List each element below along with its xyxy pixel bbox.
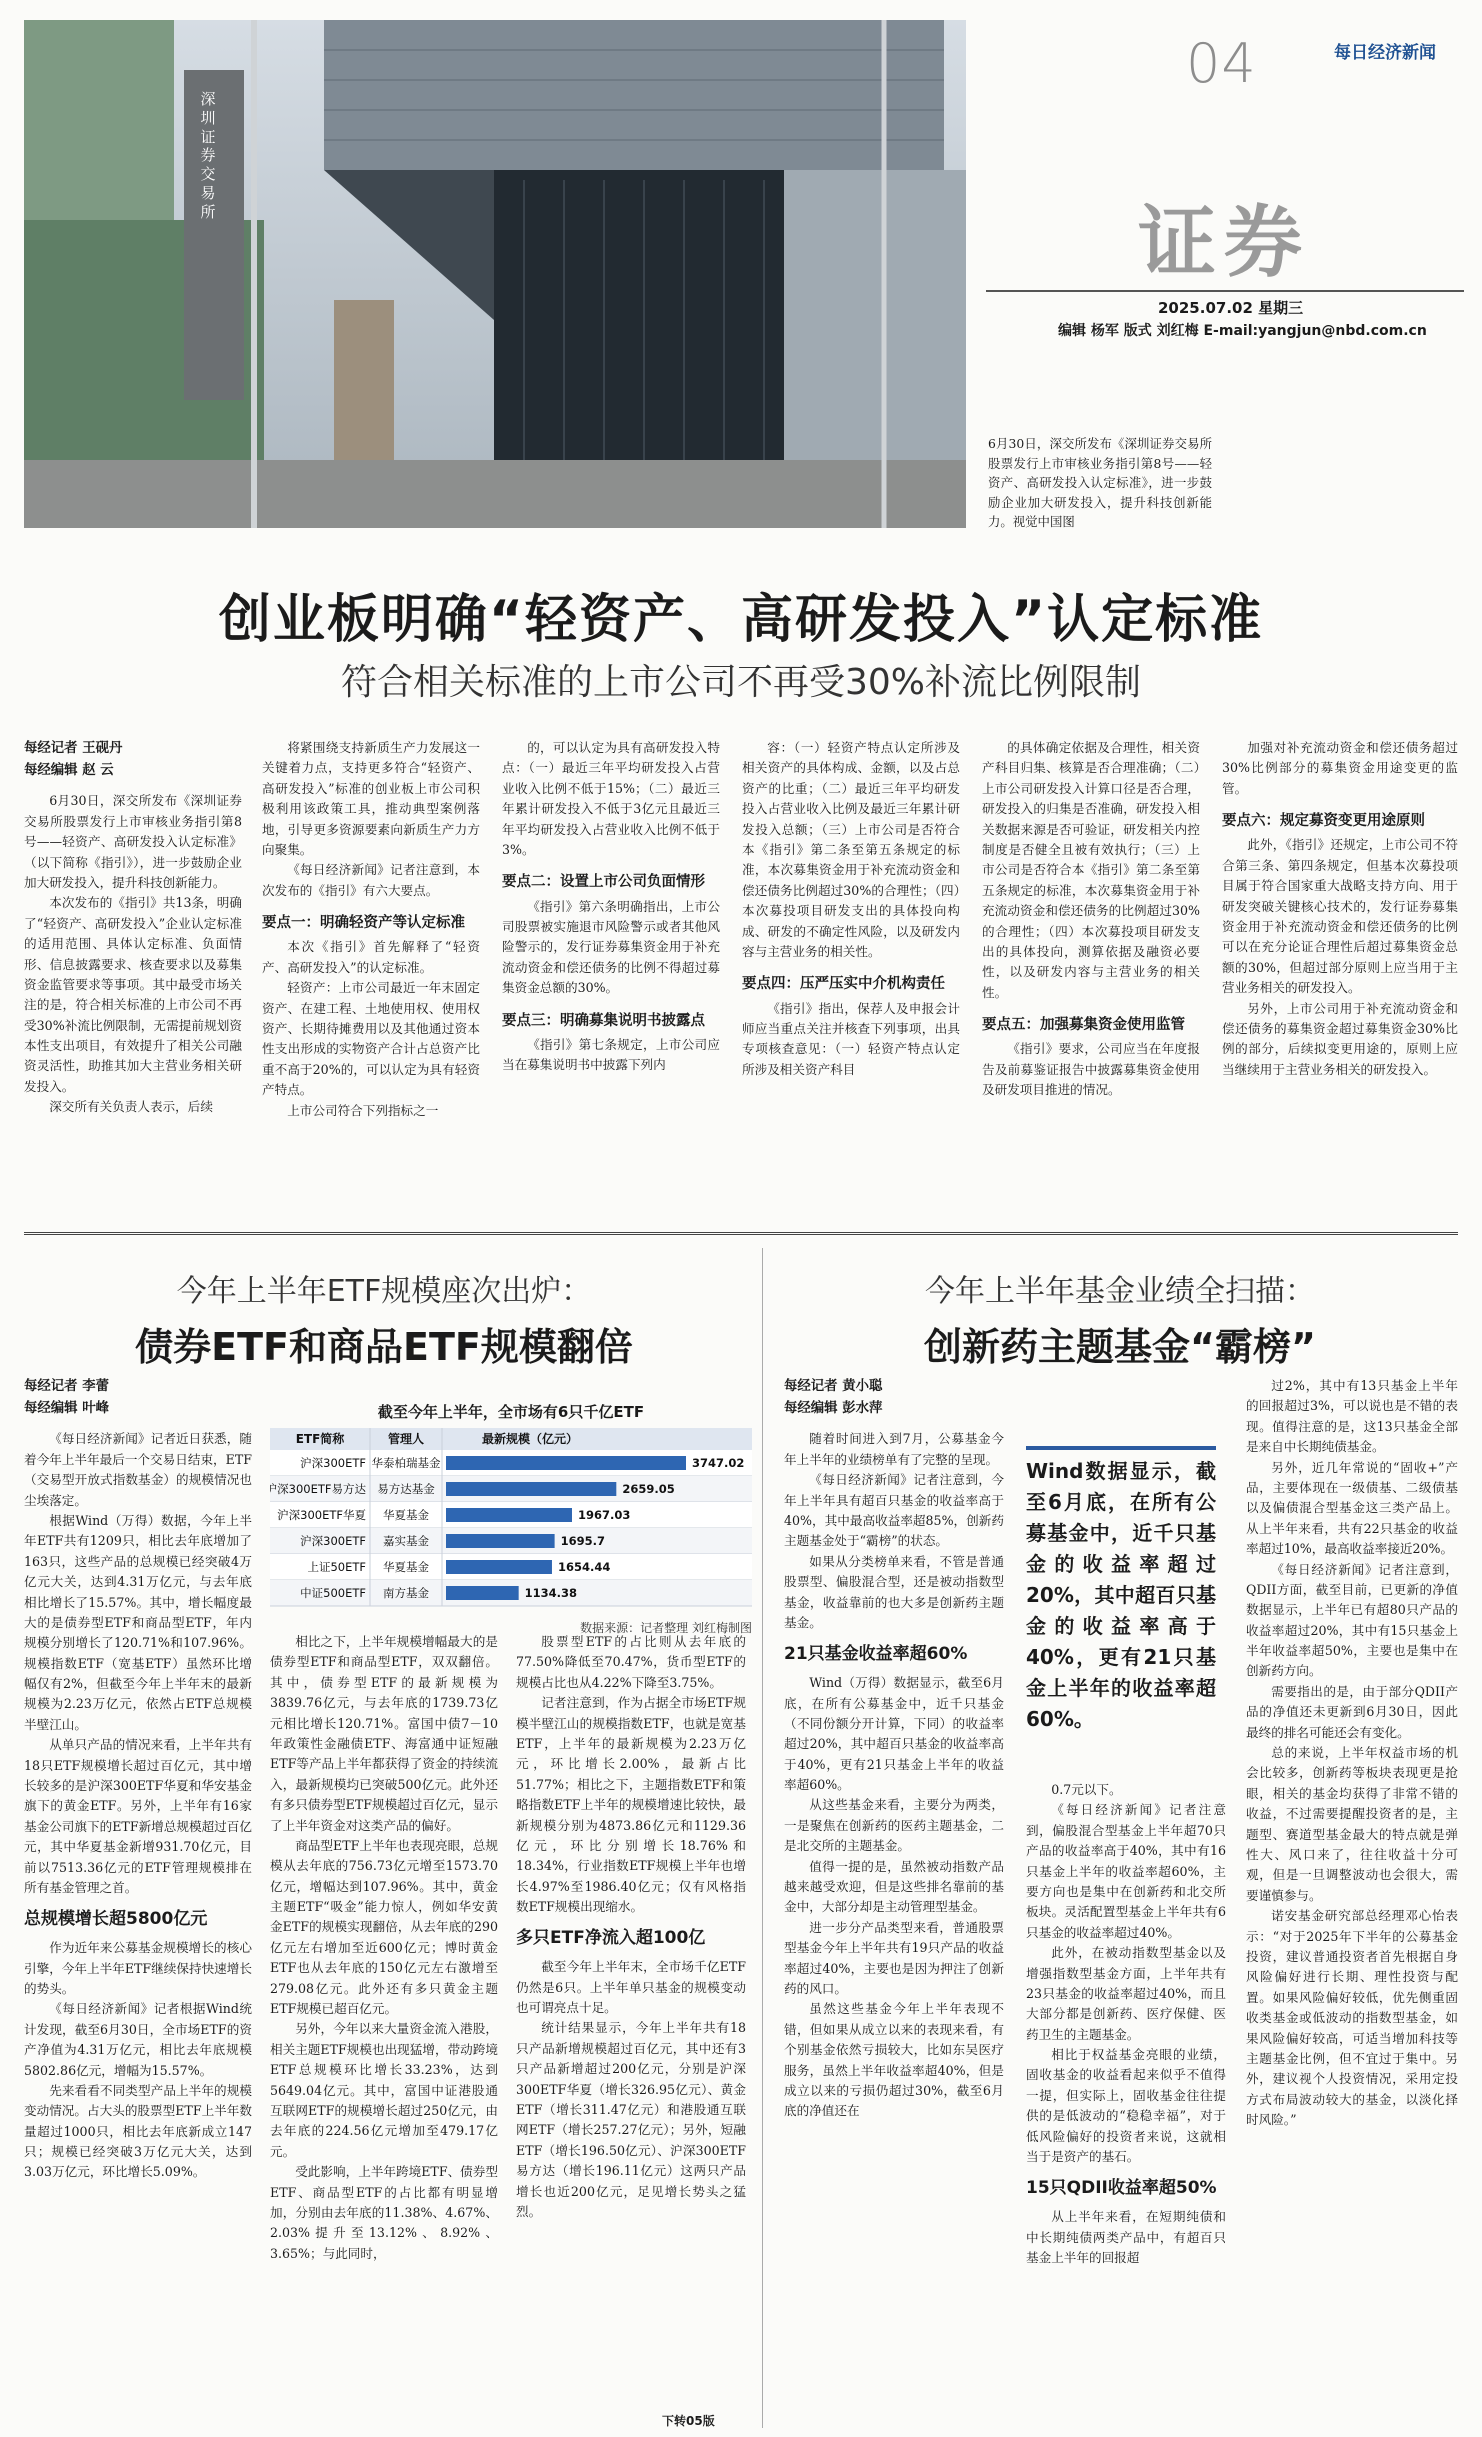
chart-title: 截至今年上半年，全市场有6只千亿ETF [377,1403,645,1421]
paragraph: 轻资产：上市公司最近一年末固定资产、在建工程、土地使用权、使用权资产、长期待摊费用以及其他通过资本性支出形成的实物资产合计占总资产比重不高于20%的，可以认定为具有轻资产特点。 [262,980,480,1098]
story1-headline: 创业板明确“轻资产、高研发投入”认定标准 [218,590,1264,650]
paragraph: 《指引》要求，公司应当在年度报告及前募鉴证报告中披露募集资金使用及研发项目推进的情况。 [982,1041,1200,1098]
paragraph: Wind（万得）数据显示，截至6月底，在所有公募基金中，近千只基金（不同份额分开计算，下同）的收益率超过20%，其中超百只基金的收益率高于40%，更有21只基金上半年的收益率超60%。 [784,1675,1004,1793]
paragraph: 此外，《指引》还规定，上市公司不符合第三条、第四条规定，但基本次募投项目属于符合国家重大战略支持方向、用于研发突破关键核心技术的，发行证券募集资金用于补充流动资金和偿还债务的比例可以在充分论证合理性后超过募集资金总额的30%，但超过部分原则上应当用于主营业务相关的研发投入。 [1222,837,1458,996]
paragraph: 《指引》指出，保荐人及申报会计师应当重点关注并核查下列事项，出具专项核查意见：（一）轻资产特点认定所涉及相关资产科目 [742,1000,960,1077]
paragraph: 过2%，其中有13只基金上半年的回报超过3%，可以说也是不错的表现。值得注意的是，这13只基金全部是来自中长期纯债基金。 [1246,1378,1458,1455]
page-number: 04 [1186,32,1257,95]
story3-column-1 [784,1376,1004,2122]
story1-column-1 [24,738,242,1118]
paragraph: 股票型ETF的占比则从去年底的77.50%降低至70.47%，货币型ETF的规模占比也从4.22%下降至3.75%。 [516,1634,746,1690]
paragraph: 此外，在被动指数型基金以及增强指数型基金方面，上半年共有23只基金的收益率超过40%，而且大部分都是创新药、医疗保健、医药卫生的主题基金。 [1026,1945,1226,2042]
subheading: 总规模增长超5800亿元 [24,1909,208,1930]
paragraph: 作为近年来公募基金规模增长的核心引擎，今年上半年ETF继续保持快速增长的势头。 [24,1940,252,1996]
section-title: 证券 [1138,198,1311,288]
paragraph: 6月30日，深交所发布《深圳证券交易所股票发行上市审核业务指引第8号——轻资产、高研发投入认定标准》（以下简称《指引》），进一步鼓励企业加大研发投入，提升科技创新能力。 [24,793,242,890]
chart-bar [446,1560,552,1574]
subheading: 多只ETF净流入超100亿 [516,1928,706,1949]
pull-quote: Wind数据显示，截至6月底，在所有公募基金中，近千只基金的收益率超过20%，其中超百只基金的收益率高于40%，更有21只基金上半年的收益率超60%。 [1026,1459,1216,1731]
chart-value-label: 1134.38 [524,1586,578,1601]
story3-column-3 [1246,1376,1458,2130]
subheading: 21只基金收益率超60% [784,1644,968,1665]
paragraph: 《指引》第六条明确指出，上市公司股票被实施退市风险警示或者其他风险警示的，发行证券募集资金用于补充流动资金和偿还债务的比例不得超过募集资金总额的30%。 [502,898,720,996]
chart-bar [446,1586,519,1600]
chart-manager-name: 华夏基金 [383,1508,429,1523]
chart-column-header: 管理人 [387,1432,425,1447]
chart-value-label: 1695.7 [560,1534,606,1549]
chart-bar [446,1534,555,1548]
story2-column-1 [24,1376,252,2183]
byline-editor: 每经编辑 赵 云 [24,762,114,778]
paragraph: 本次发布的《指引》共13条，明确了“轻资产、高研发投入”企业认定标准的适用范围、具体认定标准、负面情形、信息披露要求、核查要求以及募集资金监管要求等事项。其中最受市场关注的是，符合相关标准的上市公司不再受30%补流比例限制，无需提前规划资本性支出项目，有效提升了相关公司融资灵活性，助推其加大主营业务相关研发投入。 [24,895,242,1094]
byline-editor: 每经编辑 叶峰 [24,1400,110,1416]
paragraph: 受此影响，上半年跨境ETF、债券型ETF、商品型ETF的占比都有明显增加，分别由去年底的11.38%、4.67%、2.03%提升至13.12%、8.92%、3.65%；与此同时， [270,2164,498,2261]
story1-subhead: 符合相关标准的上市公司不再受30%补流比例限制 [340,662,1142,703]
key-point-heading: 要点一：明确轻资产等认定标准 [262,915,465,932]
paragraph: 的具体确定依据及合理性，相关资产科目归集、核算是否合理准确；（二）上市公司研发投入计算口径是否合理，研发投入的归集是否准确，研发投入相关数据来源是否可验证，研发相关内控制度是否健全且被有效执行；（三）上市公司是否符合本《指引》第二条至第五条规定的标准，本次募集资金用于补充流动资金和偿还债务的比例超过30%的合理性；（四）本次募投项目研发支出的具体投向，测算依据及融资必要性，以及研发内容与主营业务的相关性。 [982,740,1200,1000]
paragraph: 《指引》第七条规定，上市公司应当在募集说明书中披露下列内 [502,1036,720,1073]
paragraph: 《每日经济新闻》记者注意到，偏股混合型基金上半年超70只产品的收益率高于40%，其中有16只基金上半年的收益率超60%，主要方向也是集中在创新药和北交所板块。灵活配置型基金上半年共有6只基金的收益率超过40%。 [1026,1802,1226,1940]
story1-column-2 [262,738,480,1121]
chart-column-header: ETF简称 [295,1432,345,1447]
chart-etf-name: 沪深300ETF华夏 [277,1508,366,1523]
paragraph: 值得一提的是，虽然被动指数产品越来越受欢迎，但是这些排名靠前的基金中，大部分却是主动管理型基金。 [784,1858,1004,1915]
story2-headline-line2: 债券ETF和商品ETF规模翻倍 [135,1324,633,1369]
key-point-heading: 要点五：加强募集资金使用监管 [982,1017,1185,1034]
paragraph: 另外，上市公司用于补充流动资金和偿还债务的募集资金超过募集资金30%比例的部分，后续拟变更用途的，原则上应当继续用于主营业务相关的研发投入。 [1222,1000,1458,1077]
editor-line: 编辑 杨军 版式 刘红梅 E-mail:yangjun@nbd.com.cn [1058,323,1427,339]
date-line: 2025.07.02 星期三 [1158,299,1304,317]
section-rule [986,290,1464,292]
paragraph: 从这些基金来看，主要分为两类，一是聚焦在创新药的医药主题基金，二是北交所的主题基金。 [784,1797,1004,1854]
paragraph: 如果从分类榜单来看，不管是普通股票型、偏股混合型，还是被动指数型基金，收益靠前的也大多是创新药主题基金。 [784,1553,1004,1630]
chart-value-label: 1967.03 [577,1508,631,1523]
paragraph: 容：（一）轻资产特点认定所涉及相关资产的具体构成、金额，以及占总资产的比重；（二）最近三年平均研发投入占营业收入比例及最近三年累计研发投入总额；（三）上市公司是否符合本《指引》第二条至第五条规定的标准，本次募集资金用于补充流动资金和偿还债务比例超过30%的合理性；（四）本次募投项目研发支出的具体投向构成、研发的不确定性风险，以及研发内容与主营业务的相关性。 [742,740,960,959]
story2-column-2 [270,1632,498,2264]
paragraph: 上市公司符合下列指标之一 [287,1102,439,1118]
paragraph: 随着时间进入到7月，公募基金今年上半年的业绩榜单有了完整的呈现。 [784,1431,1004,1467]
continued-on-page: 下转05版 [662,2414,715,2428]
paragraph: 相比之下，上半年规模增幅最大的是债券型ETF和商品型ETF，双双翻倍。其中，债券型ETF的最新规模为3839.76亿元，与去年底的1739.73亿元相比增长120.71%。富国中债7－10年政策性金融债ETF、海富通中证短融ETF等产品上半年都获得了资金的持续流入，最新规模均已突破500亿元。此外还有多只债券型ETF规模超过百亿元，显示了上半年资金对这类产品的偏好。 [270,1634,498,1833]
story2-column-3 [516,1632,746,2222]
chart-etf-name: 沪深300ETF [300,1534,366,1549]
chart-value-label: 1654.44 [557,1560,611,1575]
chart-value-label: 2659.05 [622,1482,675,1497]
pull-quote-rule [1026,1446,1216,1450]
story1-column-3 [502,738,720,1076]
chart-etf-name: 沪深300ETF [300,1456,366,1471]
paragraph: 将紧围绕支持新质生产力发展这一关键着力点，支持更多符合“轻资产、高研发投入”标准的创业板上市公司积极利用该政策工具，推动典型案例落地，引导更多资源要素向新质生产力方向聚集。 [262,740,480,857]
chart-etf-name: 中证500ETF [300,1586,366,1601]
chart-etf-name: 上证50ETF [307,1560,366,1575]
paragraph: 虽然这些基金今年上半年表现不错，但如果从成立以来的表现来看，有个别基金依然亏损较大，比如东吴医疗服务，虽然上半年收益率超40%，但是成立以来的亏损仍超过30%，截至6月底的净值还在 [784,2001,1004,2119]
story3-headline-line1: 今年上半年基金业绩全扫描： [925,1274,1315,1309]
paragraph: 需要指出的是，由于部分QDII产品的净值还未更新到6月30日，因此最终的排名可能还会有变化。 [1246,1683,1458,1740]
paragraph: 从单只产品的情况来看，上半年共有18只ETF规模增长超过百亿元，其中增长较多的是沪深300ETF华夏和华安基金旗下的黄金ETF。另外，上半年有16家基金公司旗下的ETF新增总规模超过百亿元，其中华夏基金新增931.70亿元，目前以7513.36亿元的ETF管理规模排在所有基金管理之首。 [24,1737,252,1895]
etf-chart [270,1400,752,1638]
chart-value-label: 3747.02 [692,1456,745,1471]
paragraph: 本次《指引》首先解释了“轻资产、高研发投入”的认定标准。 [262,939,480,975]
chart-column-header: 最新规模（亿元） [482,1432,579,1447]
paragraph: 进一步分产品类型来看，普通股票型基金今年上半年共有19只产品的收益率超过40%，主要也是因为押注了创新药的风口。 [784,1919,1004,1996]
key-point-heading: 要点三：明确募集说明书披露点 [502,1012,705,1029]
photo-caption: 6月30日，深交所发布《深圳证券交易所股票发行上市审核业务指引第8号——轻资产、高研发投入认定标准》，进一步鼓励企业加大研发投入，提升科技创新能力。视觉中国图 [988,436,1212,530]
news-photo [24,20,966,528]
byline-reporter: 每经记者 黄小聪 [784,1379,883,1394]
story3-column-2 [1026,1780,1226,2268]
paper-name: 每日经济新闻 [1334,43,1436,63]
paragraph: 从上半年来看，在短期纯债和中长期纯债两类产品中，有超百只基金上半年的回报超 [1026,2209,1226,2265]
chart-bar [446,1508,572,1522]
story1-column-4 [742,738,960,1080]
byline-reporter: 每经记者 李蕾 [24,1379,110,1394]
paragraph: 截至今年上半年末，全市场千亿ETF仍然是6只。上半年单只基金的规模变动也可谓亮点十足。 [516,1959,746,2016]
paragraph: 另外，今年以来大量资金流入港股，相关主题ETF规模也出现猛增，带动跨境ETF总规模环比增长33.23%，达到5649.04亿元。其中，富国中证港股通互联网ETF的规模增长超过250亿元，由去年底的224.56亿元增加至479.17亿元。 [270,2021,498,2159]
etf-bar-chart [270,1424,752,1612]
story1-column-6 [1222,738,1458,1080]
chart-source: 数据来源：记者整理 刘红梅制图 [580,1620,752,1635]
paragraph: 商品型ETF上半年也表现亮眼，总规模从去年底的756.73亿元增至1573.70亿元，增幅达到107.96%。其中，黄金主题ETF“吸金”能力惊人，例如华安黄金ETF的规模实现翻倍，从去年底的290亿元左右增加至近600亿元；博时黄金ETF也从去年底的150亿元左右激增至279.08亿元。此外还有多只黄金主题ETF规模已超百亿元。 [270,1837,498,2017]
paragraph: 先来看看不同类型产品上半年的规模变动情况。占大头的股票型ETF上半年数量超过1000只，相比去年底新成立147只；规模已经突破3万亿元大关，达到3.03万亿元，环比增长5.09%。 [24,2082,252,2180]
paragraph: 0.7元以下。 [1051,1782,1122,1797]
story2-headline [24,1268,744,1378]
story2-headline-line1: 今年上半年ETF规模座次出炉： [176,1274,592,1309]
key-point-heading: 要点六：规定募资变更用途原则 [1222,813,1425,830]
key-point-heading: 要点二：设置上市公司负面情形 [502,874,705,891]
section-divider [24,1232,1458,1235]
paragraph: 《每日经济新闻》记者注意到，本次发布的《指引》有六大要点。 [262,862,480,898]
paragraph: 相比于权益基金亮眼的业绩，固收基金的收益看起来似乎不值得一提，但实际上，固收基金往往提供的是低波动的“稳稳幸福”，对于低风险偏好的投资者来说，这就相当于是资产的基石。 [1026,2047,1226,2165]
story1-column-5 [982,738,1200,1101]
paragraph: 统计结果显示，今年上半年共有18只产品新增规模超过百亿元，其中还有3只产品新增超过200亿元，分别是沪深300ETF华夏（增长326.95亿元）、黄金ETF（增长311.47亿元）和港股通互联网ETF（增长257.27亿元）；另外，短融ETF（增长196.50亿元）、沪深300ETF易方达（增长196.11亿元）这两只产品增长也近200亿元，足见增长势头之猛烈。 [516,2020,746,2219]
column-divider [762,1248,763,2428]
paragraph: 总的来说，上半年权益市场的机会比较多，创新药等板块表现更是抢眼，相关的基金均获得了非常不错的收益，不过需要提醒投资者的是，主题型、赛道型基金最大的特点就是弹性大、风口来了，往往收益十分可观，但是一旦调整波动也会很大，需要谨慎参与。 [1246,1745,1458,1903]
chart-manager-name: 易方达基金 [377,1482,435,1497]
paragraph: 的，可以认定为具有高研发投入特点：（一）最近三年平均研发投入占营业收入比例不低于15%；（二）最近三年累计研发投入不低于3亿元且最近三年平均研发投入占营业收入比例不低于3%。 [502,740,720,857]
paragraph: 诺安基金研究部总经理邓心怡表示：“对于2025年下半年的公募基金投资，建议普通投资者首先根据自身风险偏好进行长期、理性投资与配置。如果风险偏好较低，优先侧重固收类基金或低波动的指数型基金，如果风险偏好较高，可适当增加科技等主题基金比例，但不宜过于集中。另外，建议视个人投资情况，采用定投方式布局波动较大的基金，以淡化择时风险。” [1246,1908,1458,2128]
paragraph: 记者注意到，作为占据全市场ETF规模半壁江山的规模指数ETF，也就是宽基ETF，上半年的最新规模为2.23万亿元，环比增长2.00%，最新占比51.77%；相比之下，主题指数ETF和策略指数ETF上半年的规模增速比较快，最新规模分别为4873.86亿元和1129.36亿元，环比分别增长18.76%和18.34%，行业指数ETF规模上半年也增长4.97%至1986.40亿元；仅有风格指数ETF规模出现缩水。 [516,1695,746,1915]
chart-manager-name: 南方基金 [383,1586,429,1601]
story3-headline [780,1268,1460,1378]
paragraph: 根据Wind（万得）数据，今年上半年ETF共有1209只，相比去年底增加了163只，这些产品的总规模已经突破4万亿元大关，达到4.31万亿元，与去年底相比增长了15.57%。其中，增长幅度最大的是债券型ETF和商品型ETF，年内规模分别增长了120.71%和107.96%。规模指数ETF（宽基ETF）虽然环比增幅仅有2%，但截至今年上半年末的最新规模为2.23万亿元，依然占ETF总规模半壁江山。 [24,1512,252,1732]
exchange-sign-text: 深圳证券交易所 [200,90,216,221]
paragraph: 《每日经济新闻》记者根据Wind统计发现，截至6月30日，全市场ETF的资产净值为4.31万亿元，相比去年底规模5802.86亿元，增幅为15.57%。 [24,2001,252,2078]
paragraph: 《每日经济新闻》记者注意到，今年上半年具有超百只基金的收益率高于40%，其中最高收益率超85%，创新药主题基金处于“霸榜”的状态。 [784,1472,1004,1549]
byline-editor: 每经编辑 彭水萍 [784,1400,883,1416]
paragraph: 《每日经济新闻》记者近日获悉，随着今年上半年最后一个交易日结束，ETF（交易型开放式指数基金）的规模情况也尘埃落定。 [24,1431,252,1508]
paragraph: 深交所有关负责人表示，后续 [49,1099,213,1115]
chart-bar [446,1482,616,1496]
subheading: 15只QDII收益率超50% [1026,2178,1217,2199]
chart-manager-name: 嘉实基金 [383,1534,429,1549]
byline-reporter: 每经记者 王砚丹 [24,741,123,756]
story3-headline-line2: 创新药主题基金“霸榜” [924,1324,1316,1369]
shenzhen-stock-exchange-photo [24,20,966,528]
chart-manager-name: 华夏基金 [383,1560,429,1575]
paragraph: 另外，近几年常说的“固收+”产品，主要体现在一级债基、二级债基以及偏债混合型基金这三类产品上。从上半年来看，共有22只基金的收益率超过10%，最高收益率接近20%。 [1246,1459,1458,1557]
paragraph: 加强对补充流动资金和偿还债务超过30%比例部分的募集资金用途变更的监管。 [1222,740,1458,796]
key-point-heading: 要点四：压严压实中介机构责任 [742,976,945,993]
paragraph: 《每日经济新闻》记者注意到，QDII方面，截至目前，已更新的净值数据显示，上半年已有超80只产品的收益率超过20%，其中有15只基金上半年收益率超50%，主要也是集中在创新药方向。 [1246,1561,1458,1679]
chart-etf-name: 沪深300ETF易方达 [270,1482,366,1497]
chart-manager-name: 华泰柏瑞基金 [371,1456,441,1471]
chart-bar [446,1456,686,1470]
